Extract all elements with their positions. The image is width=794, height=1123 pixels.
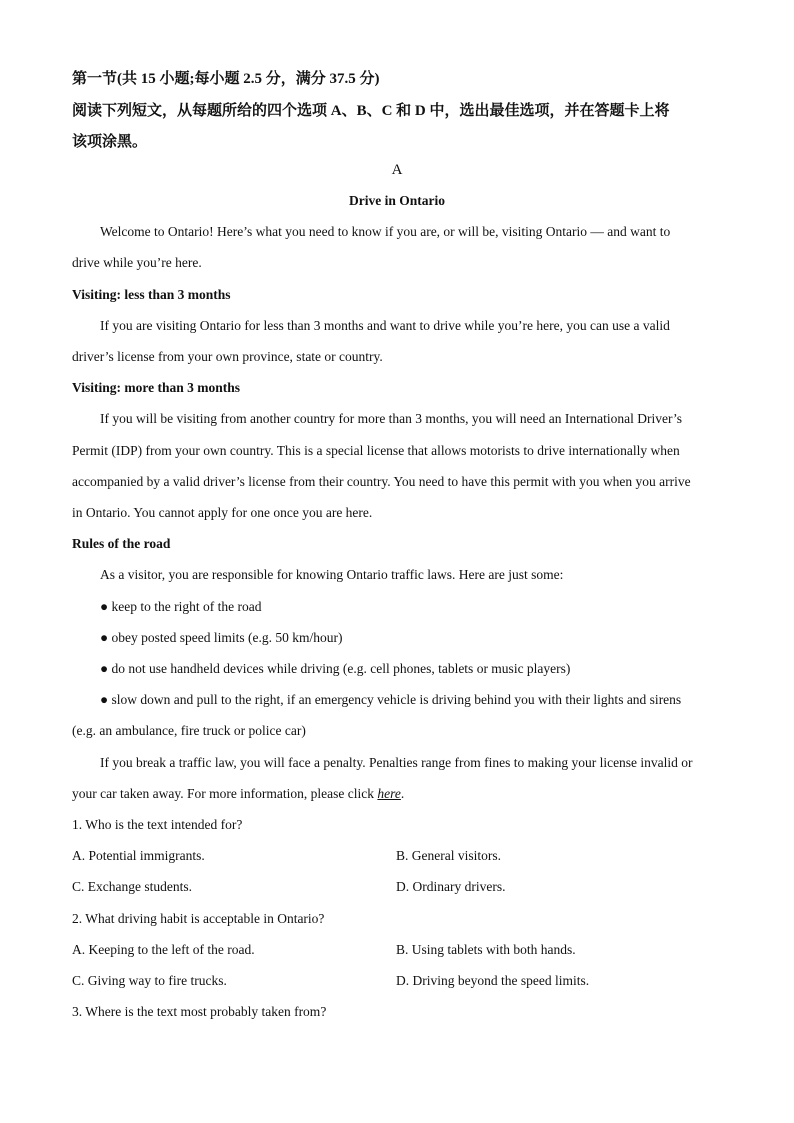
instruction-line-1: 阅读下列短文，从每题所给的四个选项 A、B、C 和 D 中，选出最佳选项，并在答题卡上将 (72, 103, 670, 119)
question-2-option-a: A. Keeping to the left of the road. (72, 942, 255, 957)
passage-title: Drive in Ontario (349, 193, 445, 208)
paragraph-1-line-2: driver’s license from your own province, state or country. (72, 349, 383, 364)
bullet-item-continuation: (e.g. an ambulance, fire truck or police car) (72, 723, 306, 738)
question-1-stem: 1. Who is the text intended for? (72, 817, 243, 832)
question-2-option-d: D. Driving beyond the speed limits. (396, 973, 590, 988)
question-1-option-d: D. Ordinary drivers. (396, 879, 506, 894)
subheading-less-than-3-months: Visiting: less than 3 months (72, 287, 231, 302)
instruction-line-2: 该项涂黑。 (72, 134, 148, 150)
paragraph-2-line-2: Permit (IDP) from your own country. This is a special license that allows motorists to drive internationally when (72, 443, 680, 458)
question-1-option-c: C. Exchange students. (72, 879, 192, 894)
bullet-item: ● keep to the right of the road (100, 599, 262, 614)
subheading-rules-of-the-road: Rules of the road (72, 536, 171, 551)
question-2-stem: 2. What driving habit is acceptable in Ontario? (72, 911, 325, 926)
paragraph-1-line-1: If you are visiting Ontario for less than 3 months and want to drive while you’re here, you can use a valid (100, 318, 670, 333)
paragraph-4-period: . (400, 786, 405, 801)
bullet-item: ● slow down and pull to the right, if an emergency vehicle is driving behind you with their lights and sirens (100, 692, 682, 707)
bullet-item: ● do not use handheld devices while driving (e.g. cell phones, tablets or music players) (100, 661, 571, 676)
question-3-stem: 3. Where is the text most probably taken from? (72, 1004, 327, 1019)
bullet-item: ● obey posted speed limits (e.g. 50 km/hour) (100, 630, 343, 645)
paragraph-2-line-1: If you will be visiting from another country for more than 3 months, you will need an International Driver’s (100, 411, 682, 426)
paragraph-4-text: your car taken away. For more information, please click (72, 786, 378, 801)
passage-label: A (391, 162, 403, 178)
section-heading: 第一节(共 15 小题;每小题 2.5 分，满分 37.5 分) (72, 71, 380, 87)
question-2-option-b: B. Using tablets with both hands. (396, 942, 576, 957)
paragraph-2-line-4: in Ontario. You cannot apply for one once you are here. (72, 505, 373, 520)
question-1-option-b: B. General visitors. (396, 848, 501, 863)
subheading-more-than-3-months: Visiting: more than 3 months (72, 380, 241, 395)
paragraph-2-line-3: accompanied by a valid driver’s license from their country. You need to have this permit with you when you arrive (72, 474, 691, 489)
paragraph-3-line-1: As a visitor, you are responsible for knowing Ontario traffic laws. Here are just some: (100, 567, 564, 582)
question-2-option-c: C. Giving way to fire trucks. (72, 973, 227, 988)
paragraph-4-line-2 (72, 786, 404, 802)
question-1-option-a: A. Potential immigrants. (72, 848, 205, 863)
intro-line-2: drive while you’re here. (72, 255, 202, 270)
paragraph-4-line-1: If you break a traffic law, you will face a penalty. Penalties range from fines to making your license invalid or (100, 755, 693, 770)
intro-line-1: Welcome to Ontario! Here’s what you need to know if you are, or will be, visiting Ontario — and want to (100, 224, 671, 239)
more-info-link[interactable]: here (377, 786, 401, 801)
